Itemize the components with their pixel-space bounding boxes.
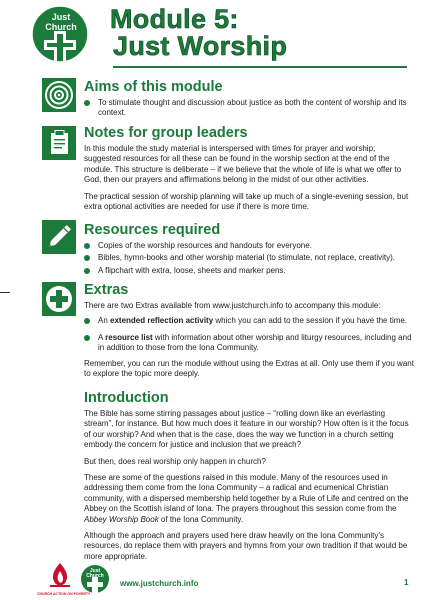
- extras-intro: There are two Extras available from www.justchurch.info to accompany this module:: [84, 301, 381, 310]
- introduction-section: [84, 390, 414, 562]
- bullet-icon: [84, 268, 90, 274]
- title-rule: [113, 66, 407, 68]
- notes-heading: Notes for group leaders: [84, 125, 248, 141]
- list-item: To stimulate thought and discussion about justice as both the content of worship and its context.: [84, 98, 414, 119]
- extras-section: [84, 282, 414, 379]
- list-item: A resource list with information about other worship and liturgy resources, including and in addition to those from the Iona Community.: [84, 333, 414, 354]
- page-header: [0, 0, 422, 70]
- notes-section: [84, 125, 414, 212]
- pencil-icon: [42, 220, 76, 254]
- extras-outro: Remember, you can run the module without using the Extras at all. Only use them if you want to explore the topic more deeply.: [84, 358, 414, 379]
- intro-paragraph-1: The Bible has some stirring passages about justice – “rolling down like an everlasting stream”, for instance. But how much does it feature in our worship? How often is it the focus of our worship? And when that is the case, does the way we function in a church setting embody the concern for justice and inclusion that we preach?: [84, 409, 409, 450]
- introduction-heading: Introduction: [84, 390, 169, 406]
- extras-heading: Extras: [84, 282, 129, 298]
- church-action-on-poverty-logo: [45, 561, 75, 595]
- aims-list: [84, 98, 414, 119]
- aims-heading: Aims of this module: [84, 79, 223, 95]
- intro-paragraph-2: But then, does real worship only happen in church?: [84, 456, 266, 466]
- list-item: Bibles, hymn-books and other worship material (to stimulate, not replace, creativity).: [84, 253, 414, 263]
- notes-paragraph-1: In this module the study material is interspersed with times for prayer and worship; suggested resources for all these can be found in the worship section at the end of the module. This structure is deliberate – if we believe that the whole of life is what we offer to God, then our prayers and affirmations belong in the midst of our other activities.: [84, 144, 402, 185]
- just-church-small-logo: [80, 563, 110, 595]
- bullet-icon: [84, 335, 90, 341]
- bullet-icon: [84, 318, 90, 324]
- footer-url-link[interactable]: www.justchurch.info: [120, 579, 199, 588]
- resources-section: [84, 222, 414, 278]
- clipboard-icon: [42, 126, 76, 160]
- svg-text:Just: Just: [89, 568, 101, 574]
- aims-section: [84, 79, 414, 121]
- intro-paragraph-4: Although the approach and prayers used here draw heavily on the Iona Community’s resources, do replace them with prayers and hymns from your own tradition if that would be more appropriate.: [84, 531, 408, 561]
- bullet-icon: [84, 255, 90, 261]
- page-title-line1: Module 5:: [110, 4, 239, 34]
- target-icon: [42, 78, 76, 112]
- resources-heading: Resources required: [84, 222, 221, 238]
- list-item: An extended reflection activity which you can add to the session if you have the time.: [84, 316, 414, 326]
- page-number: 1: [404, 578, 409, 587]
- plus-icon: [42, 282, 76, 316]
- list-item: Copies of the worship resources and handouts for everyone.: [84, 241, 414, 251]
- just-church-logo: [30, 4, 96, 64]
- resources-list: [84, 241, 414, 276]
- svg-text:Church: Church: [86, 573, 104, 579]
- partner-label: CHURCH ACTION ON POVERTY: [37, 592, 91, 596]
- list-item: A flipchart with extra, loose, sheets and marker pens.: [84, 266, 414, 276]
- page-title-line2: Just Worship: [113, 31, 288, 61]
- logo-text-top: Just: [51, 12, 71, 22]
- notes-paragraph-2: The practical session of worship planning will take up much of a single-evening session, but extra optional activities are needed for use if there is more time.: [84, 191, 409, 212]
- logo-text-bottom: Church: [45, 22, 77, 32]
- intro-paragraph-3: These are some of the questions raised in this module. Many of the resources used in addressing them come from the Iona Community – a radical and ecumenical Christian community, with a dispersed membership held together by a Rule of Life and centred on the Abbey on the Scottish island of Iona. The prayers throughout this session come from the Abbey Worship Book of the Iona Community.: [84, 473, 409, 524]
- margin-mark: [0, 292, 10, 293]
- bullet-icon: [84, 100, 90, 106]
- extras-list: [84, 316, 414, 353]
- bullet-icon: [84, 243, 90, 249]
